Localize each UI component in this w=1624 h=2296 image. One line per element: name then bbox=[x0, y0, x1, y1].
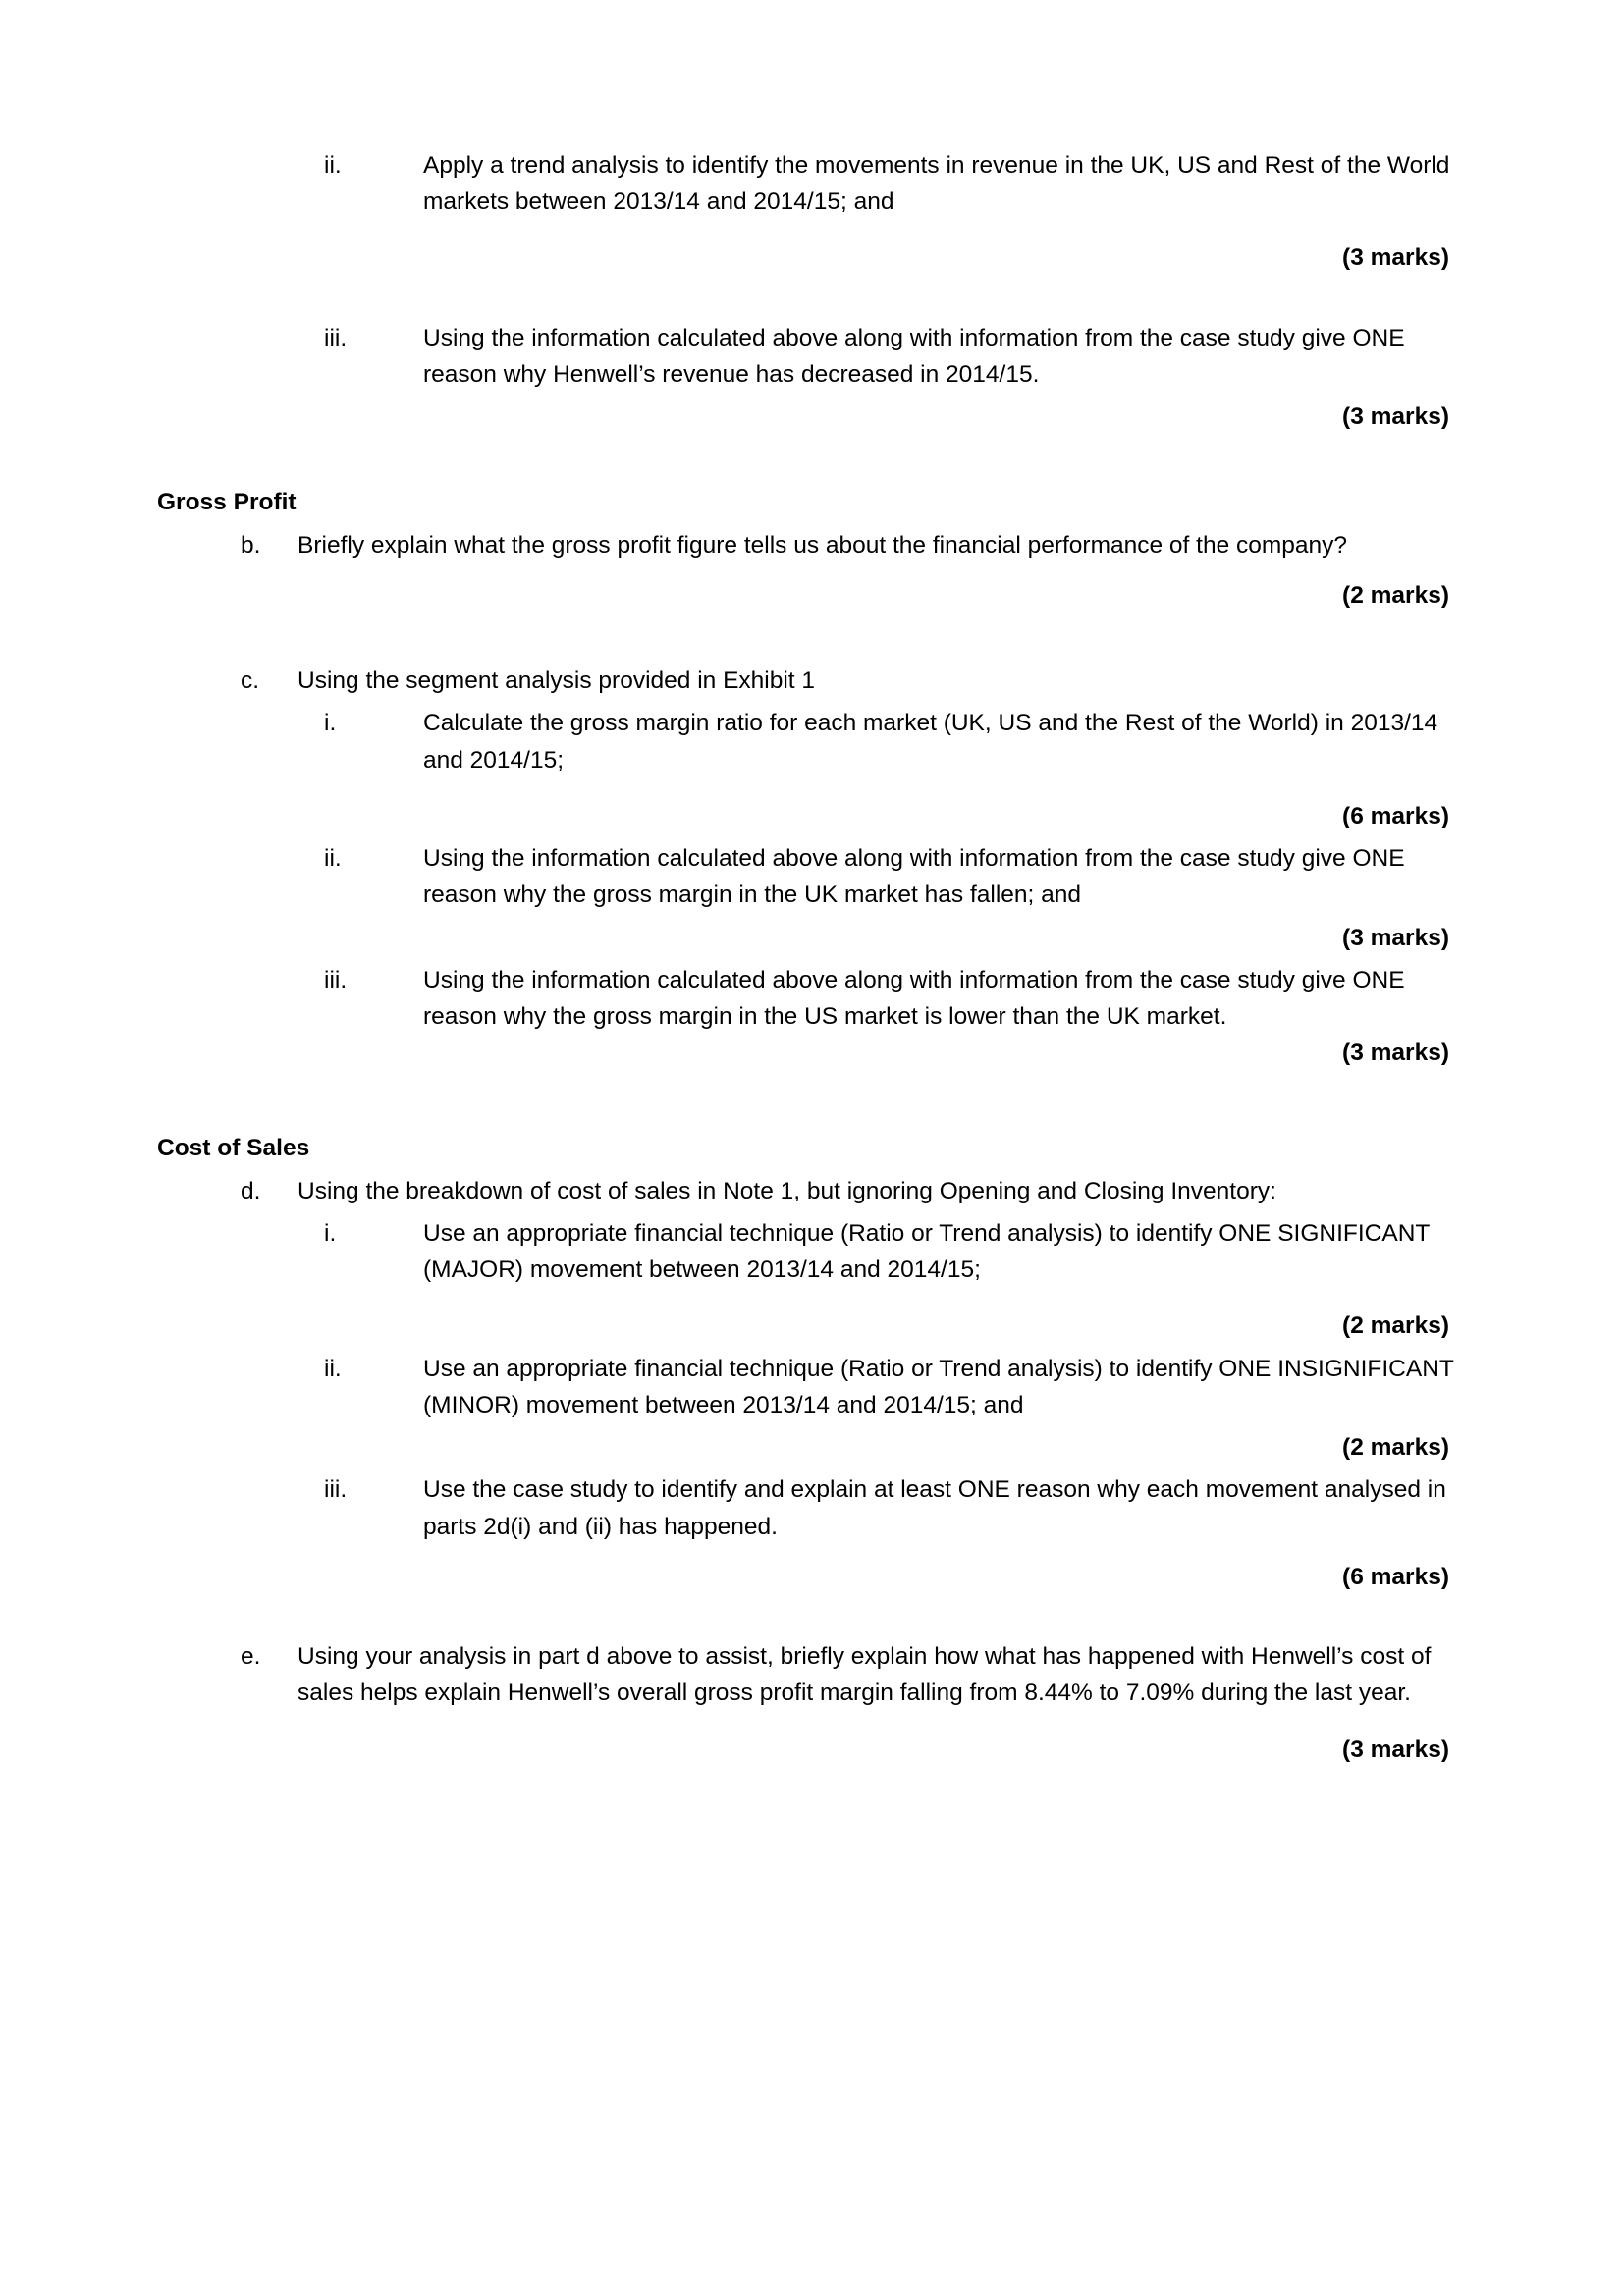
list-item bbox=[241, 1638, 1467, 1711]
list-item bbox=[324, 1471, 1467, 1544]
marks-row bbox=[157, 1559, 1467, 1595]
list-item-text: Use the case study to identify and explain at least ONE reason why each movement analysed in parts 2d(i) and (ii) has happened. bbox=[423, 1476, 1446, 1540]
marks-row bbox=[157, 798, 1467, 834]
marks-row bbox=[157, 577, 1467, 614]
list-marker: ii. bbox=[324, 152, 342, 179]
list-item-text: Using the segment analysis provided in Exhibit 1 bbox=[298, 667, 816, 695]
list-item bbox=[324, 962, 1467, 1035]
marks-label: (3 marks) bbox=[1342, 924, 1449, 951]
list-item bbox=[241, 1173, 1467, 1209]
list-item-text: Use an appropriate financial technique (Ratio or Trend analysis) to identify ONE SIGNIFICANT (MAJOR) movement between 2013/14 and 2014/15; bbox=[423, 1219, 1430, 1284]
list-marker: iii. bbox=[324, 324, 348, 351]
list-marker: b. bbox=[241, 531, 261, 559]
list-item bbox=[324, 1215, 1467, 1288]
list-marker: i. bbox=[324, 1219, 337, 1247]
list-item-text: Using the information calculated above along with information from the case study give ONE reason why the gross margin in the US market is lower than the UK market. bbox=[423, 966, 1405, 1030]
list-marker: d. bbox=[241, 1177, 261, 1204]
marks-label: (3 marks) bbox=[1342, 1040, 1449, 1067]
list-item-text: Apply a trend analysis to identify the movements in revenue in the UK, US and Rest of the World markets between 2013/14 and 2014/15; and bbox=[423, 152, 1450, 216]
list-item-text: Use an appropriate financial technique (Ratio or Trend analysis) to identify ONE INSIGNIFICANT (MINOR) movement between 2013/14 and 2014/15; and bbox=[423, 1355, 1454, 1418]
marks-row bbox=[157, 1429, 1467, 1466]
list-marker: i. bbox=[324, 710, 337, 737]
list-item bbox=[324, 840, 1467, 913]
marks-label: (2 marks) bbox=[1342, 1434, 1449, 1462]
list-item bbox=[324, 705, 1467, 777]
marks-row bbox=[157, 240, 1467, 276]
marks-label: (3 marks) bbox=[1342, 244, 1449, 272]
marks-label: (2 marks) bbox=[1342, 581, 1449, 609]
marks-label: (2 marks) bbox=[1342, 1312, 1449, 1340]
marks-row bbox=[157, 1732, 1467, 1768]
list-item-text: Using your analysis in part d above to assist, briefly explain how what has happened with Henwell’s cost of sales helps explain Henwell’s overall gross profit margin falling from 8.44% to 7.09% during the last year. bbox=[298, 1643, 1432, 1707]
list-item-text: Using the information calculated above along with information from the case study give ONE reason why the gross margin in the UK market has fallen; and bbox=[423, 845, 1405, 909]
list-marker: iii. bbox=[324, 966, 348, 993]
list-item bbox=[241, 527, 1467, 563]
document-body bbox=[157, 147, 1467, 1768]
marks-label: (6 marks) bbox=[1342, 802, 1449, 829]
list-marker: c. bbox=[241, 667, 260, 695]
marks-label: (3 marks) bbox=[1342, 403, 1449, 431]
marks-row bbox=[157, 1035, 1467, 1071]
marks-row bbox=[157, 920, 1467, 956]
list-item bbox=[324, 147, 1467, 220]
list-item-text: Using the breakdown of cost of sales in Note 1, but ignoring Opening and Closing Inventory: bbox=[298, 1177, 1276, 1204]
list-item-text: Briefly explain what the gross profit figure tells us about the financial performance of the company? bbox=[298, 531, 1348, 559]
list-item bbox=[241, 663, 1467, 699]
marks-label: (6 marks) bbox=[1342, 1563, 1449, 1590]
list-item-text: Calculate the gross margin ratio for each market (UK, US and the Rest of the World) in 2013/14 and 2014/15; bbox=[423, 710, 1438, 774]
section-heading-gross-profit: Gross Profit bbox=[157, 489, 297, 516]
list-item bbox=[324, 320, 1467, 393]
list-marker: e. bbox=[241, 1643, 261, 1671]
list-marker: ii. bbox=[324, 845, 342, 873]
list-item-text: Using the information calculated above along with information from the case study give ONE reason why Henwell’s revenue has decreased in 2014/15. bbox=[423, 324, 1405, 388]
marks-label: (3 marks) bbox=[1342, 1735, 1449, 1763]
list-item bbox=[324, 1351, 1467, 1423]
marks-row bbox=[157, 399, 1467, 435]
list-marker: ii. bbox=[324, 1355, 342, 1382]
marks-row bbox=[157, 1308, 1467, 1344]
section-heading-cost-of-sales: Cost of Sales bbox=[157, 1135, 310, 1162]
list-marker: iii. bbox=[324, 1476, 348, 1504]
